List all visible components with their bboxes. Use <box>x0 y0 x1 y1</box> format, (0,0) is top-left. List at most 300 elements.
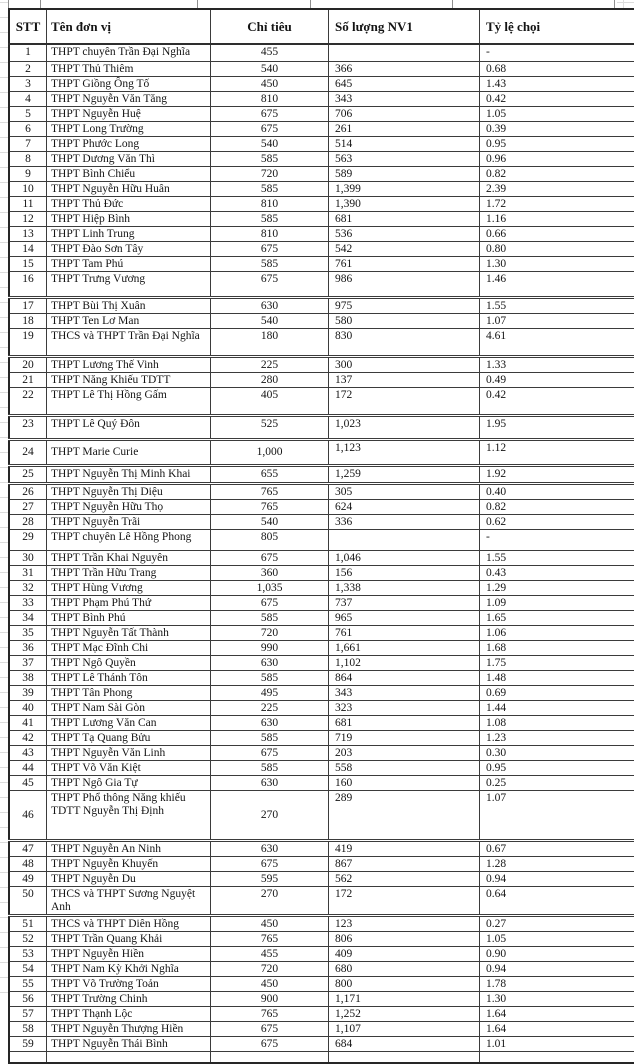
cell-school-name: THPT Lê Quý Đôn <box>47 415 211 439</box>
cell-nv1-count: 1,338 <box>329 580 480 595</box>
cell-school-name: THPT Phạm Phú Thứ <box>47 595 211 610</box>
table-row <box>9 685 634 700</box>
cell-ratio: 0.66 <box>480 226 634 241</box>
table-row <box>9 483 634 499</box>
cell-quota: 675 <box>211 271 329 297</box>
cell-school-name: THPT Trần Hữu Trang <box>47 565 211 580</box>
table-row <box>9 196 634 211</box>
cell-nv1-count: 589 <box>329 166 480 181</box>
cell-nv1-count: 419 <box>329 840 480 856</box>
cell-quota: 655 <box>211 465 329 483</box>
cell-ratio: 0.69 <box>480 685 634 700</box>
cell-school-name: THPT Nguyễn Thị Diệu <box>47 483 211 499</box>
cell-nv1-count: 172 <box>329 387 480 415</box>
cell-ratio: 4.61 <box>480 328 634 356</box>
table-row <box>9 856 634 871</box>
cell-ratio: 0.82 <box>480 499 634 514</box>
cell-quota: 675 <box>211 1036 329 1051</box>
table-row <box>9 991 634 1006</box>
cell-school-name: THPT Nam Sài Gòn <box>47 700 211 715</box>
cell-nv1-count: 1,023 <box>329 415 480 439</box>
cell-stt: 14 <box>9 241 47 256</box>
cell-nv1-count: 681 <box>329 715 480 730</box>
table-row <box>9 241 634 256</box>
cell-school-name: THPT Lương Văn Can <box>47 715 211 730</box>
cell-quota: 720 <box>211 961 329 976</box>
cell-quota: 765 <box>211 931 329 946</box>
cell-school-name: THPT Thủ Thiêm <box>47 61 211 76</box>
cell-school-name: THPT Trần Quang Khải <box>47 931 211 946</box>
cell-ratio <box>480 1051 634 1063</box>
table-row <box>9 465 634 483</box>
cell-nv1-count: 1,171 <box>329 991 480 1006</box>
cell-ratio: 0.25 <box>480 775 634 790</box>
cell-nv1-count: 800 <box>329 976 480 991</box>
table-row <box>9 670 634 685</box>
table-row <box>9 91 634 106</box>
table-row <box>9 625 634 640</box>
cell-stt: 8 <box>9 151 47 166</box>
cell-quota: 810 <box>211 226 329 241</box>
table-row <box>9 760 634 775</box>
cell-ratio: 1.28 <box>480 856 634 871</box>
cell-ratio: 0.95 <box>480 136 634 151</box>
cell-quota: 630 <box>211 655 329 670</box>
cell-quota: 585 <box>211 730 329 745</box>
cell-quota: 450 <box>211 915 329 931</box>
cell-school-name: THPT Ngô Quyền <box>47 655 211 670</box>
cell-nv1-count: 261 <box>329 121 480 136</box>
cell-quota: 455 <box>211 946 329 961</box>
cell-school-name: THPT Phổ thông Năng khiếu TDTT Nguyễn Thị Định <box>47 790 211 840</box>
table-row <box>9 565 634 580</box>
cell-school-name: THPT Trần Khai Nguyên <box>47 550 211 565</box>
cell-quota: 675 <box>211 745 329 760</box>
cell-nv1-count: 1,252 <box>329 1006 480 1021</box>
cell-quota: 675 <box>211 1021 329 1036</box>
cell-school-name: THPT Marie Curie <box>47 439 211 465</box>
cell-quota: 540 <box>211 61 329 76</box>
table-row <box>9 1021 634 1036</box>
cell-quota: 720 <box>211 166 329 181</box>
cell-nv1-count: 156 <box>329 565 480 580</box>
cell-school-name: THPT Nguyễn Thượng Hiền <box>47 1021 211 1036</box>
cell-quota: 810 <box>211 196 329 211</box>
cell-stt: 57 <box>9 1006 47 1021</box>
cell-stt: 55 <box>9 976 47 991</box>
cell-ratio: 1.72 <box>480 196 634 211</box>
cell-ratio: 0.27 <box>480 915 634 931</box>
cell-stt: 53 <box>9 946 47 961</box>
cell-stt: 34 <box>9 610 47 625</box>
cell-quota: 405 <box>211 387 329 415</box>
cell-quota: 1,000 <box>211 439 329 465</box>
cell-nv1-count: 343 <box>329 685 480 700</box>
table-row <box>9 44 634 61</box>
cell-nv1-count: 986 <box>329 271 480 297</box>
cell-ratio: 1.05 <box>480 106 634 121</box>
cell-stt: 47 <box>9 840 47 856</box>
cell-nv1-count <box>329 44 480 61</box>
cell-nv1-count: 1,107 <box>329 1021 480 1036</box>
table-body <box>9 44 634 1063</box>
table-row <box>9 415 634 439</box>
cell-stt: 50 <box>9 886 47 915</box>
cell-ratio: 1.48 <box>480 670 634 685</box>
cell-quota: 765 <box>211 1006 329 1021</box>
cell-quota <box>211 1051 329 1063</box>
cell-nv1-count: 1,661 <box>329 640 480 655</box>
cell-school-name: THPT Thủ Đức <box>47 196 211 211</box>
table-row <box>9 106 634 121</box>
cell-nv1-count: 680 <box>329 961 480 976</box>
cell-ratio: 1.44 <box>480 700 634 715</box>
cell-quota: 495 <box>211 685 329 700</box>
table-row <box>9 372 634 387</box>
cell-stt <box>9 1051 47 1063</box>
cell-school-name: THPT Linh Trung <box>47 226 211 241</box>
cell-nv1-count: 761 <box>329 625 480 640</box>
cell-ratio: 1.92 <box>480 465 634 483</box>
cell-quota: 630 <box>211 715 329 730</box>
cell-school-name: THPT Nguyễn Văn Tăng <box>47 91 211 106</box>
cell-quota: 450 <box>211 976 329 991</box>
cell-ratio: 1.07 <box>480 313 634 328</box>
cell-ratio: 1.68 <box>480 640 634 655</box>
cell-nv1-count: 323 <box>329 700 480 715</box>
cell-quota: 765 <box>211 483 329 499</box>
cell-stt: 38 <box>9 670 47 685</box>
cell-quota: 585 <box>211 670 329 685</box>
cell-stt: 1 <box>9 44 47 61</box>
cell-nv1-count: 305 <box>329 483 480 499</box>
cell-stt: 24 <box>9 439 47 465</box>
cell-ratio: 1.55 <box>480 297 634 313</box>
cell-quota: 585 <box>211 256 329 271</box>
table-row <box>9 886 634 915</box>
cell-school-name: THPT Trưng Vương <box>47 271 211 297</box>
cell-nv1-count: 1,102 <box>329 655 480 670</box>
col-header-ty-le-choi: Tỷ lệ chọi <box>480 9 634 44</box>
cell-nv1-count: 761 <box>329 256 480 271</box>
cell-ratio: 1.75 <box>480 655 634 670</box>
cell-nv1-count: 558 <box>329 760 480 775</box>
cell-stt: 9 <box>9 166 47 181</box>
cell-school-name: THPT Nguyễn Trãi <box>47 514 211 529</box>
cell-ratio: 0.42 <box>480 91 634 106</box>
cell-ratio: 0.90 <box>480 946 634 961</box>
cell-school-name: THPT Mạc Đĩnh Chi <box>47 640 211 655</box>
cell-stt: 56 <box>9 991 47 1006</box>
table-row <box>9 328 634 356</box>
table-row <box>9 580 634 595</box>
table-row <box>9 610 634 625</box>
cell-ratio: 0.49 <box>480 372 634 387</box>
table-row <box>9 121 634 136</box>
cell-quota: 585 <box>211 211 329 226</box>
table-row <box>9 61 634 76</box>
cell-quota: 675 <box>211 550 329 565</box>
cell-nv1-count: 975 <box>329 297 480 313</box>
cell-nv1-count: 300 <box>329 356 480 372</box>
cell-ratio: 0.64 <box>480 886 634 915</box>
cell-nv1-count: 1,259 <box>329 465 480 483</box>
cell-school-name: THPT Võ Trường Toản <box>47 976 211 991</box>
cell-quota: 270 <box>211 886 329 915</box>
cell-school-name: THPT Nguyễn Huệ <box>47 106 211 121</box>
cell-stt: 22 <box>9 387 47 415</box>
col-header-ten-don-vi: Tên đơn vị <box>47 9 211 44</box>
cell-stt: 59 <box>9 1036 47 1051</box>
cell-ratio: 0.96 <box>480 151 634 166</box>
table-row <box>9 151 634 166</box>
cell-nv1-count: 409 <box>329 946 480 961</box>
cell-ratio: 0.43 <box>480 565 634 580</box>
cell-nv1-count <box>329 1051 480 1063</box>
cell-stt: 36 <box>9 640 47 655</box>
cell-nv1-count: 123 <box>329 915 480 931</box>
cell-stt: 28 <box>9 514 47 529</box>
cell-stt: 4 <box>9 91 47 106</box>
cell-ratio: 0.42 <box>480 387 634 415</box>
cell-stt: 58 <box>9 1021 47 1036</box>
admission-ratio-table <box>8 8 634 1064</box>
cell-stt: 16 <box>9 271 47 297</box>
cell-ratio: 1.23 <box>480 730 634 745</box>
table-row <box>9 226 634 241</box>
cell-quota: 595 <box>211 871 329 886</box>
cell-quota: 540 <box>211 313 329 328</box>
cell-nv1-count: 203 <box>329 745 480 760</box>
cell-ratio: 1.43 <box>480 76 634 91</box>
cell-quota: 540 <box>211 136 329 151</box>
cell-ratio: 1.29 <box>480 580 634 595</box>
cell-school-name: THPT Năng Khiếu TDTT <box>47 372 211 387</box>
table-row <box>9 946 634 961</box>
cell-ratio: 1.30 <box>480 991 634 1006</box>
cell-stt: 46 <box>9 790 47 840</box>
cell-stt: 52 <box>9 931 47 946</box>
cell-quota: 675 <box>211 106 329 121</box>
cell-nv1-count: 536 <box>329 226 480 241</box>
cell-stt: 37 <box>9 655 47 670</box>
cell-quota: 630 <box>211 840 329 856</box>
cell-stt: 15 <box>9 256 47 271</box>
cell-stt: 3 <box>9 76 47 91</box>
cell-ratio: 0.80 <box>480 241 634 256</box>
cell-quota: 630 <box>211 297 329 313</box>
cell-stt: 51 <box>9 915 47 931</box>
cell-stt: 44 <box>9 760 47 775</box>
cell-nv1-count: 624 <box>329 499 480 514</box>
col-header-stt: STT <box>9 9 47 44</box>
cell-stt: 41 <box>9 715 47 730</box>
cell-ratio: 0.67 <box>480 840 634 856</box>
cell-stt: 48 <box>9 856 47 871</box>
cell-nv1-count: 366 <box>329 61 480 76</box>
cell-school-name: THPT Nguyễn Tất Thành <box>47 625 211 640</box>
cell-quota: 585 <box>211 610 329 625</box>
cell-stt: 26 <box>9 483 47 499</box>
cell-school-name: THPT Lương Thế Vinh <box>47 356 211 372</box>
cell-stt: 2 <box>9 61 47 76</box>
cell-school-name: THPT Phước Long <box>47 136 211 151</box>
cell-school-name: THPT chuyên Lê Hồng Phong <box>47 529 211 550</box>
cell-school-name: THPT Nguyễn Hiền <box>47 946 211 961</box>
cell-quota: 675 <box>211 595 329 610</box>
cell-nv1-count: 514 <box>329 136 480 151</box>
table-row <box>9 915 634 931</box>
table-row <box>9 730 634 745</box>
cell-quota: 225 <box>211 700 329 715</box>
cell-school-name: THPT Hùng Vương <box>47 580 211 595</box>
cell-ratio: 1.06 <box>480 625 634 640</box>
cell-stt: 7 <box>9 136 47 151</box>
cell-nv1-count: 137 <box>329 372 480 387</box>
cell-quota: 1,035 <box>211 580 329 595</box>
cell-nv1-count: 343 <box>329 91 480 106</box>
cell-ratio: - <box>480 44 634 61</box>
cell-stt: 42 <box>9 730 47 745</box>
cell-quota: 180 <box>211 328 329 356</box>
table-row <box>9 595 634 610</box>
cell-stt: 20 <box>9 356 47 372</box>
cell-school-name: THPT Tân Phong <box>47 685 211 700</box>
cell-stt: 11 <box>9 196 47 211</box>
cell-school-name: THPT Giồng Ông Tố <box>47 76 211 91</box>
partial-row <box>9 1051 634 1063</box>
cell-stt: 5 <box>9 106 47 121</box>
cell-quota: 360 <box>211 565 329 580</box>
cell-nv1-count: 336 <box>329 514 480 529</box>
cell-ratio: 0.94 <box>480 961 634 976</box>
cell-nv1-count: 645 <box>329 76 480 91</box>
col-header-so-luong-nv1: Số lượng NV1 <box>329 9 480 44</box>
cell-nv1-count: 289 <box>329 790 480 840</box>
cell-ratio: 1.30 <box>480 256 634 271</box>
cell-ratio: 1.05 <box>480 931 634 946</box>
cell-school-name: THCS và THPT Trần Đại Nghĩa <box>47 328 211 356</box>
cell-school-name: THPT Dương Văn Thì <box>47 151 211 166</box>
cell-nv1-count: 806 <box>329 931 480 946</box>
cell-ratio: 1.78 <box>480 976 634 991</box>
cell-stt: 23 <box>9 415 47 439</box>
cell-nv1-count: 172 <box>329 886 480 915</box>
cell-quota: 270 <box>211 790 329 840</box>
cell-ratio: 1.12 <box>480 439 634 465</box>
cell-school-name: THPT Nguyễn Hữu Thọ <box>47 499 211 514</box>
table-row <box>9 715 634 730</box>
table-row <box>9 1006 634 1021</box>
cell-ratio: 1.64 <box>480 1006 634 1021</box>
cell-nv1-count: 1,399 <box>329 181 480 196</box>
cell-school-name: THPT Trường Chinh <box>47 991 211 1006</box>
cell-stt: 35 <box>9 625 47 640</box>
cell-stt: 30 <box>9 550 47 565</box>
cell-quota: 805 <box>211 529 329 550</box>
cell-ratio: 0.82 <box>480 166 634 181</box>
cell-quota: 585 <box>211 181 329 196</box>
table-row <box>9 961 634 976</box>
cell-school-name: THPT Ten Lơ Man <box>47 313 211 328</box>
cell-nv1-count: 562 <box>329 871 480 886</box>
cell-quota: 540 <box>211 514 329 529</box>
cell-nv1-count: 965 <box>329 610 480 625</box>
cell-nv1-count: 681 <box>329 211 480 226</box>
cell-ratio: 0.40 <box>480 483 634 499</box>
cell-nv1-count: 1,123 <box>329 439 480 465</box>
cell-stt: 54 <box>9 961 47 976</box>
cell-ratio: 1.95 <box>480 415 634 439</box>
table-row <box>9 529 634 550</box>
table-row <box>9 136 634 151</box>
cell-ratio: 1.33 <box>480 356 634 372</box>
cell-nv1-count: 563 <box>329 151 480 166</box>
cell-school-name: THPT Tạ Quang Bửu <box>47 730 211 745</box>
cell-ratio: 0.62 <box>480 514 634 529</box>
table-row <box>9 514 634 529</box>
cell-school-name: THPT Lê Thánh Tôn <box>47 670 211 685</box>
cell-stt: 13 <box>9 226 47 241</box>
cell-stt: 40 <box>9 700 47 715</box>
cell-quota: 585 <box>211 760 329 775</box>
cell-nv1-count: 684 <box>329 1036 480 1051</box>
cell-ratio: - <box>480 529 634 550</box>
cell-stt: 10 <box>9 181 47 196</box>
cell-school-name: THPT Lê Thị Hồng Gấm <box>47 387 211 415</box>
cell-quota: 455 <box>211 44 329 61</box>
table-row <box>9 271 634 297</box>
cell-school-name: THPT chuyên Trần Đại Nghĩa <box>47 44 211 61</box>
table-row <box>9 356 634 372</box>
table-row <box>9 931 634 946</box>
cell-nv1-count: 864 <box>329 670 480 685</box>
cell-quota: 990 <box>211 640 329 655</box>
cell-stt: 18 <box>9 313 47 328</box>
cell-nv1-count <box>329 529 480 550</box>
table-row <box>9 166 634 181</box>
cell-quota: 585 <box>211 151 329 166</box>
cell-school-name: THPT Long Trường <box>47 121 211 136</box>
cell-nv1-count: 830 <box>329 328 480 356</box>
cell-quota: 630 <box>211 775 329 790</box>
cell-nv1-count: 1,046 <box>329 550 480 565</box>
table-row <box>9 1036 634 1051</box>
cell-stt: 29 <box>9 529 47 550</box>
cell-school-name: THPT Nguyễn An Ninh <box>47 840 211 856</box>
table-row <box>9 871 634 886</box>
cell-nv1-count: 580 <box>329 313 480 328</box>
cell-stt: 21 <box>9 372 47 387</box>
cell-stt: 27 <box>9 499 47 514</box>
cell-stt: 31 <box>9 565 47 580</box>
cell-quota: 675 <box>211 241 329 256</box>
table-row <box>9 439 634 465</box>
table-row <box>9 976 634 991</box>
cell-quota: 675 <box>211 856 329 871</box>
cell-ratio: 1.08 <box>480 715 634 730</box>
cell-school-name: THPT Nguyễn Hữu Huân <box>47 181 211 196</box>
cell-stt: 32 <box>9 580 47 595</box>
cell-stt: 39 <box>9 685 47 700</box>
cell-school-name: THCS và THPT Sương Nguyệt Anh <box>47 886 211 915</box>
cell-quota: 280 <box>211 372 329 387</box>
cell-ratio: 1.01 <box>480 1036 634 1051</box>
cell-nv1-count: 867 <box>329 856 480 871</box>
cell-quota: 225 <box>211 356 329 372</box>
cell-nv1-count: 706 <box>329 106 480 121</box>
cell-stt: 12 <box>9 211 47 226</box>
